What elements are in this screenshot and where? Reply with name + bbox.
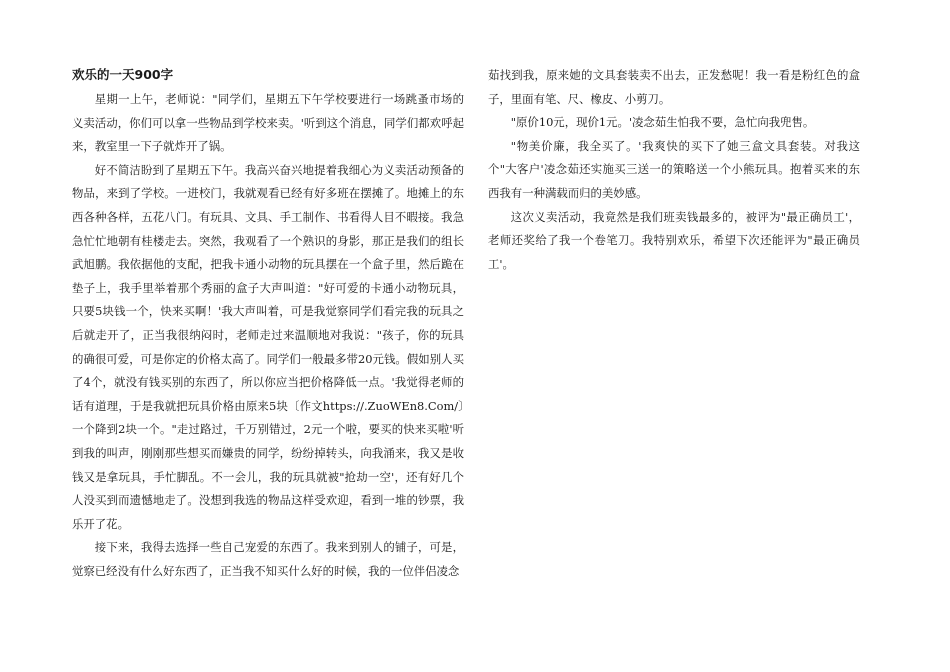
left-column — [72, 64, 464, 583]
paragraph: 接下来，我得去选择一些自己宠爱的东西了。我来到别人的铺子，可是，觉察已经没有什么好东西了，正当我不知买什么好的时候，我的一位伴侣凌念 — [72, 540, 464, 578]
paragraph: 好不简洁盼到了星期五下午。我高兴奋兴地提着我细心为义卖活动预备的物品，来到了学校。一进校门，我就观看已经有好多班在摆摊了。地摊上的东西各种各样，五花八门。有玩具、文具、手工制作、书看得人目不暇接。我急急忙忙地朝有桂楼走去。突然，我观看了一个熟识的身影，那正是我们的组长武旭鹏。我依据他的支配，把我卡通小动物的玩具摆在一个盒子里，然后跪在垫子上，我手里举着那个秀丽的盒子大声叫道："好可爱的卡通小动物玩具，只要5块钱一个，快来买啊！'我大声叫着，可是我觉察同学们看完我的玩具之后就走开了，正当我很纳闷时，老师走过来温顺地对我说："孩子，你的玩具的确很可爱，可是你定的价格太高了。同学们一般最多带20元钱。假如别人买了4个，就没有钱买别的东西了，所以你应当把价格降低一点。'我觉得老师的话有道理，于是我就把玩具价格由原来5块〔作文https://.ZuoWEn8.Com/〕一个降到2块一个。"走过路过，千万别错过，2元一个啦，要买的快来买啦'听到我的叫声，刚刚那些想买而嫌贵的同学，纷纷掉转头，向我涌来，我又是收钱又是拿玩具，手忙脚乱。不一会儿，我的玩具就被"抢劫一空'，还有好几个人没买到而遗憾地走了。没想到我选的物品这样受欢迎，看到一堆的钞票，我乐开了花。 — [72, 162, 464, 531]
paragraph: 这次义卖活动，我竟然是我们班卖钱最多的，被评为"最正确员工'，老师还奖给了我一个卷笔刀。我特别欢乐，希望下次还能评为"最正确员工'。 — [488, 209, 860, 271]
paragraph: "物美价廉，我全买了。'我爽快的买下了她三盒文具套装。对我这个"大客户'凌念茹还实施买三送一的策略送一个小熊玩具。抱着买来的东西我有一种满载而归的美妙感。 — [488, 138, 860, 200]
paragraph-continuation: 茹找到我，原来她的文具套装卖不出去，正发愁呢！我一看是粉红色的盒子，里面有笔、尺、橡皮、小剪刀。 — [488, 68, 860, 106]
paragraph: "原价10元，现价1元。'凌念茹生怕我不要，急忙向我兜售。 — [510, 115, 815, 130]
paragraph: 星期一上午，老师说："同学们，星期五下午学校要进行一场跳蚤市场的义卖活动，你们可以拿一些物品到学校来卖。'听到这个消息，同学们都欢呼起来，教室里一下子就炸开了锅。 — [72, 92, 464, 154]
right-column — [488, 64, 860, 276]
essay-title: 欢乐的一天900字 — [72, 67, 174, 82]
